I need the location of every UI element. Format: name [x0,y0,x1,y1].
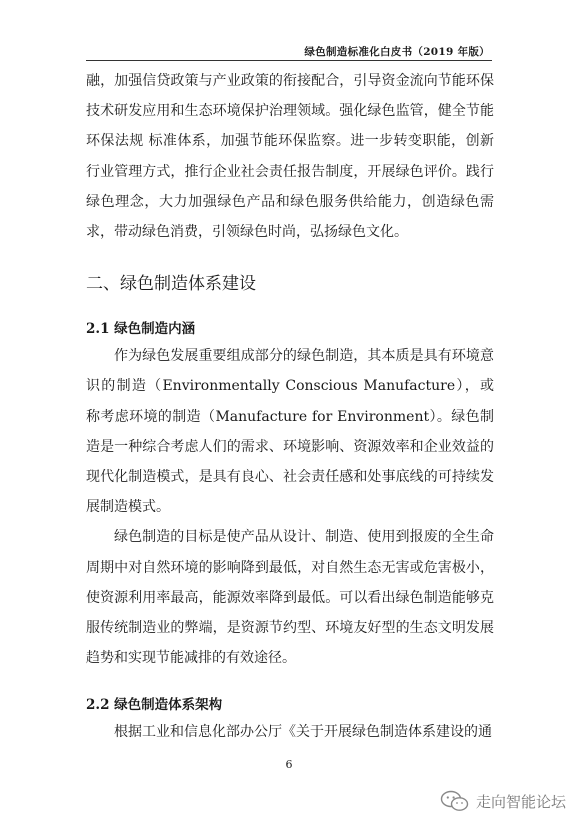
section-heading-2: 二、绿色制造体系建设 [86,274,256,295]
paragraph-green-manufacturing-definition: 作为绿色发展重要组成部分的绿色制造，其本质是具有环境意识的制造（Environmentally Conscious Manufacture），或称考虑环境的制造（Manufacture for Environment）。绿色制造是一种综合考虑人们的需求、环境影响、资源效率和企业效益的现代化制造模式，是具有良心、社会责任感和处事底线的可持续发展制造模式。 [86,348,494,516]
subsection-heading-2-1: 2.1 绿色制造内涵 [86,321,196,338]
header-rule [86,60,492,61]
page-number: 6 [285,758,293,771]
running-header: 绿色制造标准化白皮书（2019 年版） [304,46,490,58]
paragraph-green-manufacturing-goal: 绿色制造的目标是使产品从设计、制造、使用到报废的全生命周期中对自然环境的影响降到最低，对自然生态无害或危害极小，使资源利用率最高，能源效率降到最低。可以看出绿色制造能够克服传统制造业的弊端，是资源节约型、环境友好型的生态文明发展趋势和实现节能减排的有效途径。 [86,529,494,667]
subsection-heading-2-2: 2.2 绿色制造体系架构 [86,697,223,714]
paragraph-continuation: 融，加强信贷政策与产业政策的衔接配合，引导资金流向节能环保技术研发应用和生态环境保护治理领域。强化绿色监管，健全节能环保法规 标准体系，加强节能环保监察。进一步转变职能，创新行业管理方式，推行企业社会责任报告制度，开展绿色评价。践行绿色理念，大力加强绿色产品和绿色服务供给能力，创造绿色需求，带动绿色消费，引领绿色时尚，弘扬绿色文化。 [86,73,494,241]
page-content [86,66,494,748]
paragraph-system-architecture: 根据工业和信息化部办公厅《关于开展绿色制造体系建设的通 [114,724,492,741]
wechat-icon [440,790,470,812]
watermark-text: 走向智能论坛 [475,792,566,811]
watermark [440,790,566,812]
